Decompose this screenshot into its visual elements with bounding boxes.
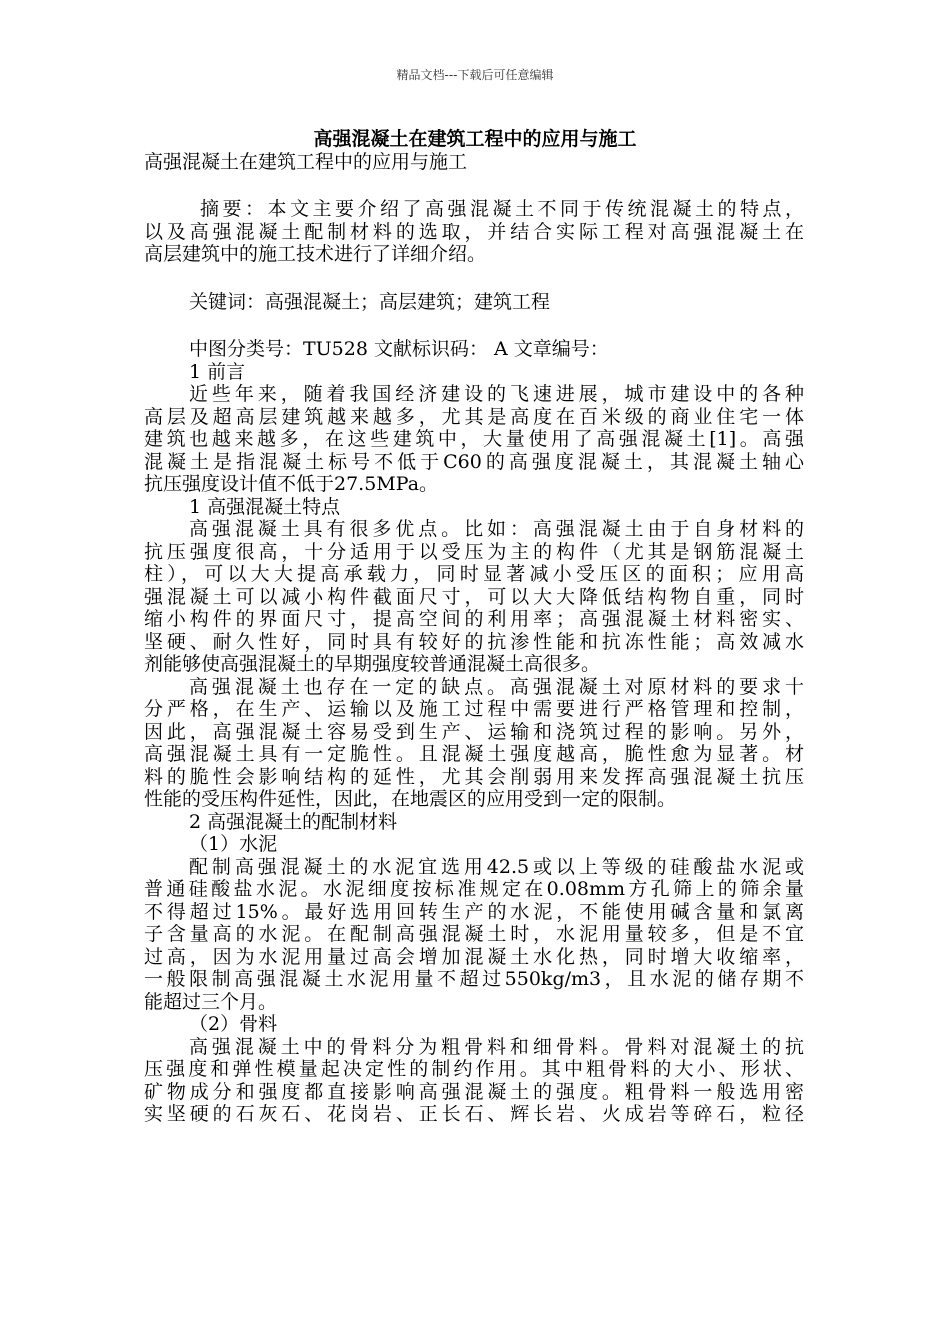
document-body xyxy=(144,151,804,1126)
paragraph-line: 压强度和弹性模量起决定性的制约作用。其中粗骨料的大小、形状、 xyxy=(144,1058,804,1080)
paragraph-line: 缩小构件的界面尺寸，提高空间的利用率；高强混凝土材料密实、 xyxy=(144,608,804,630)
paragraph-line: 性能的受压构件延性，因此，在地震区的应用受到一定的限制。 xyxy=(144,788,677,810)
paragraph-line: 分严格，在生产、运输以及施工过程中需要进行严格管理和控制， xyxy=(144,698,804,720)
paragraph-line: 能超过三个月。 xyxy=(144,990,278,1013)
paragraph-line: 不得超过15%。最好选用回转生产的水泥，不能使用碱含量和氯离 xyxy=(144,900,804,923)
paragraph-line: 近些年来，随着我国经济建设的飞速进展，城市建设中的各种 xyxy=(189,383,804,405)
header-note: 精品文档---下载后可任意编辑 xyxy=(396,68,554,82)
paragraph-line: 高强混凝土具有一定脆性。且混凝土强度越高，脆性愈为显著。材 xyxy=(144,743,804,765)
paragraph-line: 过高，因为水泥用量过高会增加混凝土水化热，同时增大收缩率， xyxy=(144,945,804,968)
section-1-paragraph-b xyxy=(144,676,804,811)
paragraph-line: 一般限制高强混凝土水泥用量不超过550kg/m3，且水泥的储存期不 xyxy=(144,968,804,990)
paragraph-line: 高强混凝土具有很多优点。比如：高强混凝土由于自身材料的 xyxy=(189,518,804,540)
paragraph-line: 高层及超高层建筑越来越多，尤其是高度在百米级的商业住宅一体 xyxy=(144,405,804,428)
paragraph-line: 因此，高强混凝土容易受到生产、运输和浇筑过程的影响。另外， xyxy=(144,720,804,743)
abstract-line: 摘要：本文主要介绍了高强混凝土不同于传统混凝土的特点， xyxy=(200,198,804,220)
cement-paragraph xyxy=(144,856,804,1014)
paragraph-line: 建筑也越来越多，在这些建筑中，大量使用了高强混凝土[1]。高强 xyxy=(144,428,804,450)
paragraph-line: 坚硬、耐久性好，同时具有较好的抗渗性能和抗冻性能；高效减水 xyxy=(144,630,804,653)
section-heading-2: 2 高强混凝土的配制材料 xyxy=(189,810,398,833)
preface-paragraph xyxy=(144,383,804,496)
classification-line: 中图分类号：TU528 文献标识码： A 文章编号： xyxy=(189,338,609,360)
paragraph-line: 柱），可以大大提高承载力，同时显著减小受压区的面积；应用高 xyxy=(144,563,804,585)
document-title: 高强混凝土在建筑工程中的应用与施工 xyxy=(313,128,637,150)
abstract-paragraph xyxy=(144,198,804,266)
paragraph-line: 强混凝土可以减小构件截面尺寸，可以大大降低结构物自重，同时 xyxy=(144,585,804,608)
paragraph-line: 剂能够使高强混凝土的早期强度较普通混凝土高很多。 xyxy=(144,653,601,675)
section-heading-1: 1 高强混凝土特点 xyxy=(189,495,341,518)
blank-line xyxy=(144,266,804,291)
paragraph-line: 料的脆性会影响结构的延性，尤其会削弱用来发挥高强混凝土抗压 xyxy=(144,765,804,788)
subheading-aggregate: （2）骨料 xyxy=(189,1013,278,1035)
paragraph-line: 子含量高的水泥。在配制高强混凝土时，水泥用量较多，但是不宜 xyxy=(144,923,804,945)
subtitle: 高强混凝土在建筑工程中的应用与施工 xyxy=(144,151,468,173)
paragraph-line: 实坚硬的石灰石、花岗岩、正长石、辉长岩、火成岩等碎石，粒径 xyxy=(144,1103,804,1125)
abstract-line: 高层建筑中的施工技术进行了详细介绍。 xyxy=(144,243,487,265)
keywords-line: 关键词：高强混凝土；高层建筑；建筑工程 xyxy=(189,290,551,313)
paragraph-line: 普通硅酸盐水泥。水泥细度按标准规定在0.08mm方孔筛上的筛余量 xyxy=(144,878,804,900)
paragraph-line: 配制高强混凝土的水泥宜选用42.5或以上等级的硅酸盐水泥或 xyxy=(189,855,804,878)
paragraph-line: 抗压强度很高，十分适用于以受压为主的构件（尤其是钢筋混凝土 xyxy=(144,540,804,563)
abstract-line: 以及高强混凝土配制材料的选取，并结合实际工程对高强混凝土在 xyxy=(144,220,804,243)
paragraph-line: 抗压强度设计值不低于27.5MPa。 xyxy=(144,473,439,495)
aggregate-paragraph xyxy=(144,1036,804,1126)
section-heading-preface: 1 前言 xyxy=(189,360,246,383)
paragraph-line: 矿物成分和强度都直接影响高强混凝土的强度。粗骨料一般选用密 xyxy=(144,1080,804,1103)
blank-line xyxy=(144,174,804,197)
paragraph-line: 混凝土是指混凝土标号不低于C60的高强度混凝土，其混凝土轴心 xyxy=(144,450,804,473)
paragraph-line: 高强混凝土中的骨料分为粗骨料和细骨料。骨料对混凝土的抗 xyxy=(189,1035,804,1058)
section-1-paragraph-a xyxy=(144,518,804,676)
subheading-cement: （1）水泥 xyxy=(189,833,278,855)
paragraph-line: 高强混凝土也存在一定的缺点。高强混凝土对原材料的要求十 xyxy=(189,675,804,698)
blank-line xyxy=(144,313,804,338)
